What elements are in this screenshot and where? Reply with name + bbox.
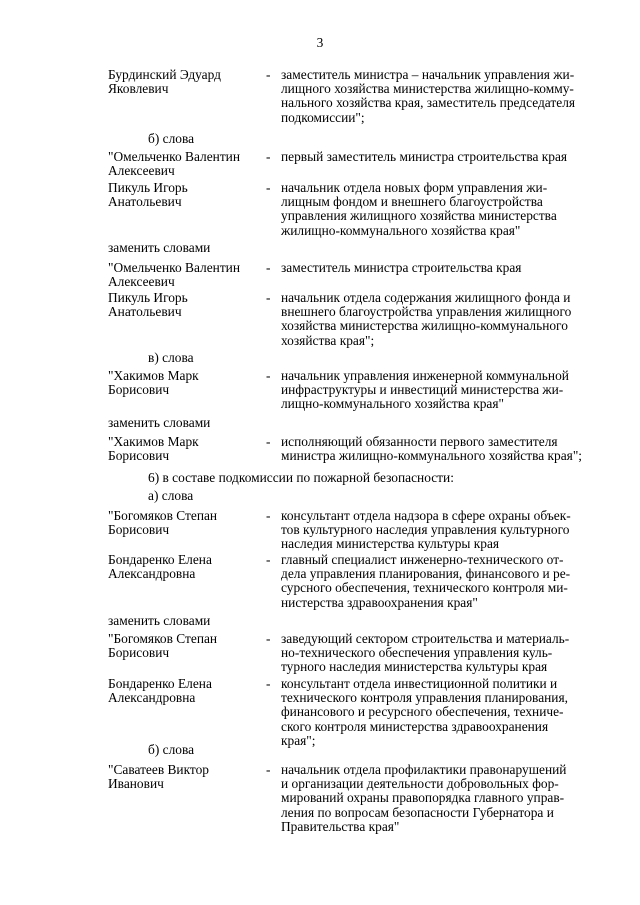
person-name: Пикуль Игорь Анатольевич [108, 180, 188, 210]
dash: - [266, 67, 271, 82]
person-name: "Омельченко Валентин Алексеевич [108, 149, 241, 179]
person-name: "Саватеев Виктор Иванович [108, 762, 209, 792]
section-heading-fire-safety: 6) в составе подкомиссии по пожарной безопасности: [148, 470, 454, 485]
position-description: заместитель министра строительства края [281, 260, 522, 275]
dash: - [266, 552, 271, 567]
position-description: начальник отдела содержания жилищного фонда и внешнего благоустройства управления жилищного хозяйства министерства жилищно-коммунального хозяйства края"; [281, 290, 572, 348]
marker-b-words: б) слова [148, 742, 195, 757]
dash: - [266, 260, 271, 275]
position-description: заведующий сектором строительства и материаль- но-технического обеспечения управления куль- турного наследия министерства культуры края [281, 631, 570, 675]
person-name: "Богомяков Степан Борисович [108, 508, 218, 538]
dash: - [266, 508, 271, 523]
dash: - [266, 676, 271, 691]
person-name: Бондаренко Елена Александровна [108, 676, 212, 706]
dash: - [266, 180, 271, 195]
marker-replace-with: заменить словами [108, 240, 211, 255]
person-name: "Омельченко Валентин Алексеевич [108, 260, 241, 290]
dash: - [266, 149, 271, 164]
marker-a-words: а) слова [148, 488, 194, 503]
position-description: начальник управления инженерной коммунальной инфраструктуры и инвестиций министерства жи- лищно-коммунального хозяйства края" [281, 368, 569, 412]
person-name: Пикуль Игорь Анатольевич [108, 290, 188, 320]
marker-c-words: в) слова [148, 350, 194, 365]
marker-replace-with: заменить словами [108, 613, 211, 628]
position-description: главный специалист инженерно-технического от- дела управления планирования, финансового и ре- сурсного обеспечения, технического контроля ми- нистерства здравоохранения края" [281, 552, 571, 610]
dash: - [266, 290, 271, 305]
person-name: "Богомяков Степан Борисович [108, 631, 218, 661]
position-description: консультант отдела надзора в сфере охраны объек- тов культурного наследия управления культурного наследия министерства культуры края [281, 508, 571, 552]
position-description: консультант отдела инвестиционной политики и технического контроля управления планирования, финансового и ресурсного обеспечения, техниче- ского контроля министерства здравоохранения края"; [281, 676, 568, 748]
dash: - [266, 368, 271, 383]
person-name: Бондаренко Елена Александровна [108, 552, 212, 582]
marker-replace-with: заменить словами [108, 415, 211, 430]
position-description: исполняющий обязанности первого заместителя министра жилищно-коммунального хозяйства края"; [281, 434, 583, 464]
page-number: 3 [316, 35, 324, 50]
person-name: Бурдинский Эдуард Яковлевич [108, 67, 221, 97]
person-name: "Хакимов Марк Борисович [108, 368, 199, 398]
dash: - [266, 434, 271, 449]
marker-b-words: б) слова [148, 131, 195, 146]
position-description: первый заместитель министра строительства края [281, 149, 568, 164]
position-description: заместитель министра – начальник управления жи- лищного хозяйства министерства жилищно-комму- нального хозяйства края, заместитель председателя подкомиссии"; [281, 67, 576, 125]
position-description: начальник отдела профилактики правонарушений и организации деятельности добровольных фор- мирований охраны правопорядка главного управ- ления по вопросам безопасности Губернатора и Правительства края" [281, 762, 567, 834]
position-description: начальник отдела новых форм управления жи- лищным фондом и внешнего благоустройства управления жилищного хозяйства министерства жилищно-коммунального хозяйства края" [281, 180, 557, 238]
dash: - [266, 631, 271, 646]
dash: - [266, 762, 271, 777]
person-name: "Хакимов Марк Борисович [108, 434, 199, 464]
